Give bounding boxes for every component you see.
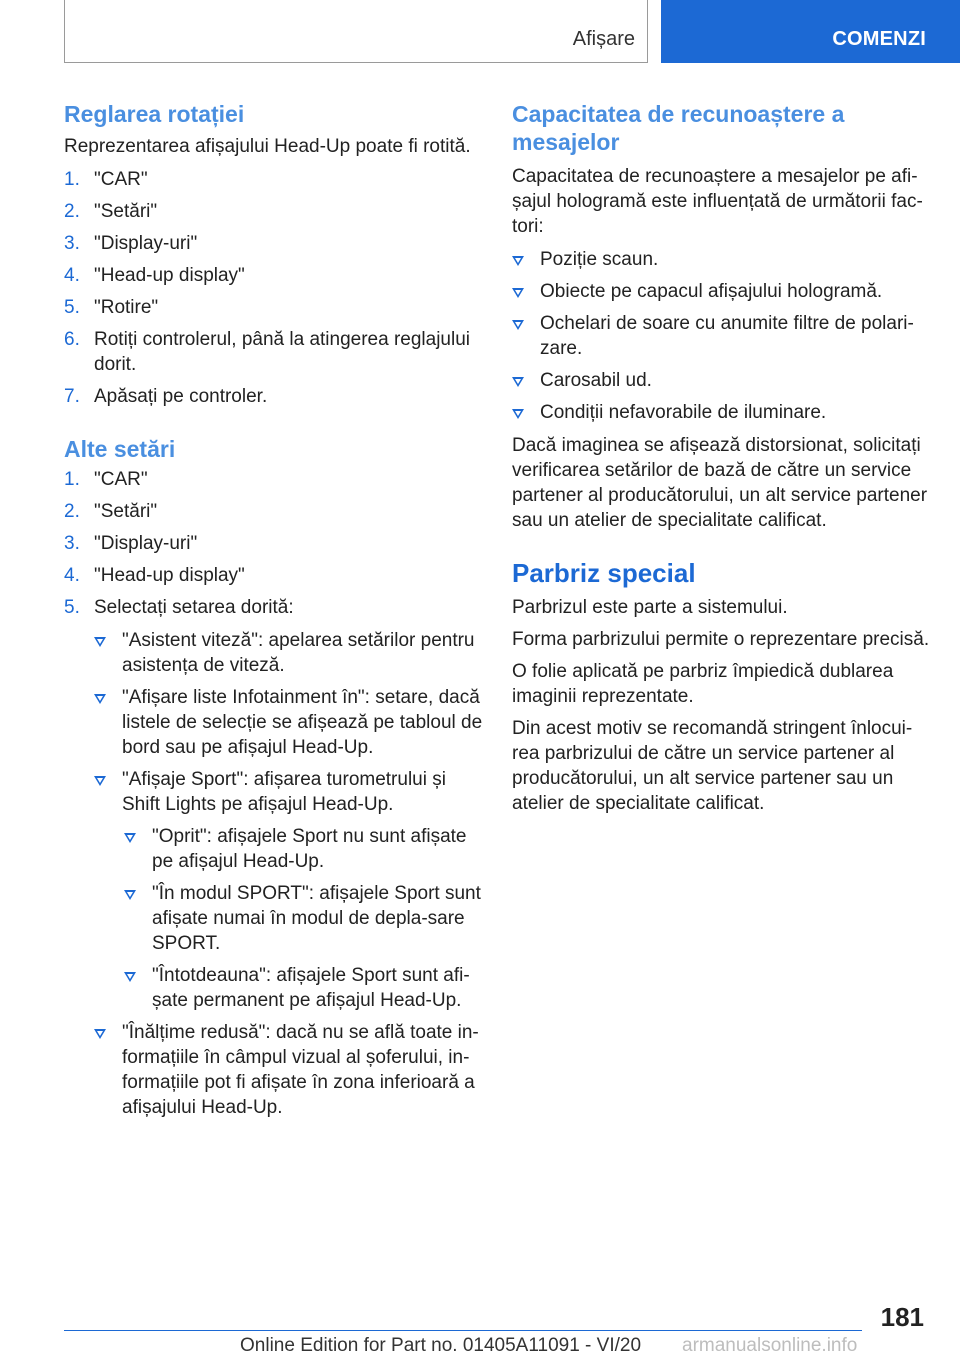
triangle-bullet-icon [124, 833, 136, 843]
triangle-bullet-icon [124, 890, 136, 900]
triangle-bullet-icon [512, 320, 524, 330]
category-label: COMENZI [832, 28, 926, 50]
list-item: "Afișaje Sport": afișarea turometrului și Shift Lights pe afișajul Head-Up. [94, 767, 484, 817]
triangle-bullet-icon [512, 409, 524, 419]
height-option [94, 1020, 484, 1120]
other-settings-heading: Alte setări [64, 436, 176, 462]
list-item: 5. Selectați setarea dorită: [64, 597, 294, 618]
watermark-text: armanualsonline.info [682, 1335, 858, 1356]
recognition-note: Dacă imaginea se afișează distorsionat, solicitați verificarea setărilor de bază de către un service partener al producătorului, un alt service partener sau un atelier de specialitate calificat. [512, 435, 928, 531]
list-item: 4. "Head-up display" [64, 265, 245, 286]
list-item: 7. Apăsați pe controler. [64, 386, 268, 407]
list-item: Condiții nefavorabile de iluminare. [512, 400, 932, 425]
list-item: 2. "Setări" [64, 501, 158, 522]
page-number: 181 [880, 1302, 924, 1332]
sport-options [124, 824, 484, 1013]
windshield-paragraph: Forma parbrizului permite o reprezentare precisă. [512, 629, 930, 650]
left-column [64, 100, 484, 1120]
list-item: 1. "CAR" [64, 169, 148, 190]
triangle-bullet-icon [94, 776, 106, 786]
other-steps [64, 467, 484, 620]
settings-options [94, 628, 484, 817]
list-item: 5. "Rotire" [64, 297, 159, 318]
triangle-bullet-icon [94, 1029, 106, 1039]
windshield-paragraph: O folie aplicată pe parbriz împiedică dublarea imaginii reprezentate. [512, 661, 894, 707]
rotation-intro: Reprezentarea afișajului Head-Up poate fi rotită. [64, 136, 471, 157]
list-item: 6. Rotiți controlerul, până la atingerea reglajului dorit. [64, 329, 471, 375]
footer-divider [64, 1330, 862, 1331]
rotation-heading: Reglarea rotației [64, 101, 245, 127]
rotation-steps [64, 167, 484, 409]
list-item: Ochelari de soare cu anumite filtre de polari-zare. [512, 311, 932, 361]
triangle-bullet-icon [512, 256, 524, 266]
list-item: 3. "Display-uri" [64, 533, 198, 554]
list-item: 4. "Head-up display" [64, 565, 245, 586]
triangle-bullet-icon [512, 288, 524, 298]
list-item: 2. "Setări" [64, 201, 158, 222]
recognition-intro: Capacitatea de recunoaștere a mesajelor pe afi-șajul hologramă este influențată de următorii fac-tori: [512, 166, 923, 237]
windshield-paragraph: Din acest motiv se recomandă stringent înlocui-rea parbrizului de către un service partener al producătorului, un alt service partener sau un atelier de specialitate calificat. [512, 718, 913, 814]
triangle-bullet-icon [94, 694, 106, 704]
section-label: Afișare [572, 28, 635, 50]
list-item: 3. "Display-uri" [64, 233, 198, 254]
list-item: "Întotdeauna": afișajele Sport sunt afi-șate permanent pe afișajul Head-Up. [124, 963, 484, 1013]
recognition-heading: Capacitatea de recunoaștere a mesajelor [512, 101, 845, 155]
triangle-bullet-icon [94, 637, 106, 647]
list-item: Obiecte pe capacul afișajului hologramă. [512, 279, 932, 304]
list-item: "Asistent viteză": apelarea setărilor pentru asistența de viteză. [94, 628, 484, 678]
windshield-paragraph: Parbrizul este parte a sistemului. [512, 597, 788, 618]
header-section-tab [64, 0, 648, 63]
header-category-tab [661, 0, 960, 63]
triangle-bullet-icon [124, 972, 136, 982]
list-item: "Afișare liste Infotainment în": setare, dacă listele de selecție se afișează pe tabloul de bord sau pe afișajul Head-Up. [94, 685, 484, 760]
recognition-factors [512, 247, 932, 425]
list-item: "Înălțime redusă": dacă nu se află toate in-formațiile în câmpul vizual al șoferului, in-formațiile pot fi afișate în zona inferioară a afișajului Head-Up. [94, 1020, 484, 1120]
list-item: 1. "CAR" [64, 469, 148, 490]
list-item: Poziție scaun. [512, 247, 932, 272]
edition-text: Online Edition for Part no. 01405A11091 - VI/20 [240, 1335, 642, 1356]
list-item: "În modul SPORT": afișajele Sport sunt afișate numai în modul de depla-sare SPORT. [124, 881, 484, 956]
list-item: "Oprit": afișajele Sport nu sunt afișate pe afișajul Head-Up. [124, 824, 484, 874]
triangle-bullet-icon [512, 377, 524, 387]
windshield-heading: Parbriz special [512, 558, 696, 588]
list-item: Carosabil ud. [512, 368, 932, 393]
right-column [512, 100, 932, 816]
